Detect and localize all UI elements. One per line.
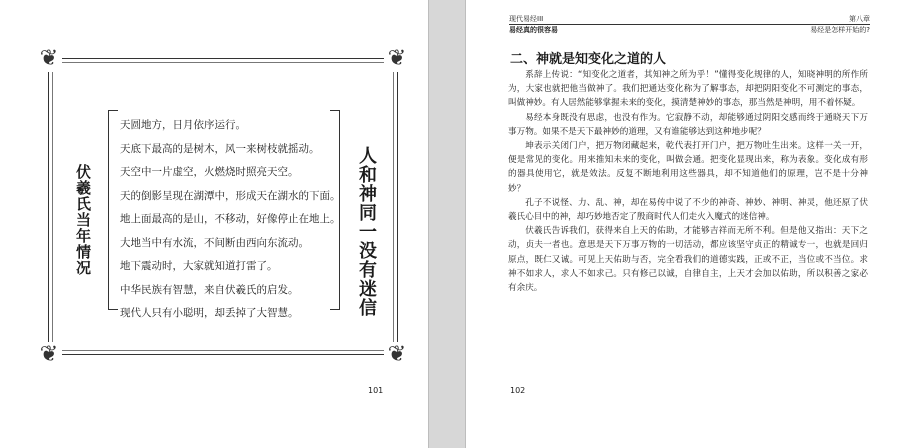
paragraph: 坤表示关闭门户，把万物闭藏起来，乾代表打开门户，把万物吐生出来。这样一关一开，便是常见的变化。用来推知未来的变化，叫做会通。把变化显现出来，称为表象。变化成有形的器具使用它，就是效法。反复不断地利用这些器具，却不知道他们的原理，岂不是十分神妙？ (508, 141, 868, 194)
poem-line: 地下震动时，大家就知道打雷了。 (120, 260, 278, 272)
corner-ornament-icon: ❦ (36, 46, 62, 72)
left-running-header (810, 14, 870, 36)
vertical-title-right: 人和神同一没有迷信 (356, 146, 377, 317)
poem-line: 现代人只有小聪明，却丢掉了大智慧。 (120, 307, 299, 319)
corner-ornament-icon: ❦ (36, 342, 62, 368)
paragraph: 孔子不说怪、力、乱、神，却在易传中说了不少的神奇、神妙、神明、神灵，他还原了伏羲氏心目中的神，却巧妙地否定了殷商时代人们走火入魔式的迷信神。 (508, 197, 868, 223)
corner-ornament-icon: ❦ (384, 342, 410, 368)
poem-line: 天的倒影呈现在湖潭中，形成天在湖水的下面。 (120, 189, 341, 202)
poem-line: 天圆地方，日月依序运行。 (120, 119, 246, 131)
series-label: 现代易经III (509, 15, 544, 23)
page-number-right: 102 (510, 386, 526, 395)
poem-line: 大地当中有水流，不间断由西向东流动。 (120, 236, 309, 249)
poem-block (120, 114, 341, 326)
book-gutter (428, 0, 466, 448)
chapter-subtitle: 易经是怎样开始的? (810, 26, 870, 34)
poem-line: 天空中一片虚空，火燃烧时照亮天空。 (120, 166, 299, 178)
poem-line: 地上面最高的是山，不移动，好像停止在地上。 (120, 213, 341, 225)
chapter-label: 第八章 (849, 15, 870, 23)
body-text (508, 68, 868, 295)
right-running-header (509, 14, 558, 36)
poem-line: 天底下最高的是树木，风一来树枝就摇动。 (120, 142, 320, 155)
vertical-title-left: 伏羲氏当年情况 (74, 164, 92, 276)
paragraph: 伏羲氏告诉我们，获得来自上天的佑助，才能够吉祥而无所不利。但是他又指出：天下之动，贞夫一者也。意思是天下万事万物的一切活动，都应该坚守贞正的精诚专一，也就是回归原点，既仁又诚。可见上天佑助与否，完全看我们的道德实践，正或不正，当位或不当位。求神不如求人，求人不如求己。只有修己以诚，自律自主，上天才会加以佑助，所以积善之家必有余庆。 (508, 226, 868, 294)
page-number-left: 101 (368, 386, 384, 395)
section-heading: 二、神就是知变化之道的人 (510, 52, 667, 67)
paragraph: 易经本身既没有思虑，也没有作为。它寂静不动，却能够通过阴阳交感而终于通晓天下万事万物。如果不是天下最神妙的道理，又有谁能够达到这种地步呢？ (508, 112, 868, 137)
book-title: 易经真的很容易 (509, 26, 558, 34)
header-rule (509, 24, 719, 25)
corner-ornament-icon: ❦ (384, 46, 410, 72)
left-bracket (108, 110, 118, 310)
poem-line: 中华民族有智慧，来自伏羲氏的启发。 (120, 283, 299, 296)
paragraph: 系辞上传说：“知变化之道者，其知神之所为乎！”懂得变化规律的人，知晓神明的所作所为，大家也就把他当做神了。我们把通达变化称为了解事态，却把阴阳变化不可测定的事态，叫做神妙。有人居然能够掌握未来的变化，摸清楚神妙的事态，那当然是神明，用不着怀疑。 (508, 70, 868, 109)
